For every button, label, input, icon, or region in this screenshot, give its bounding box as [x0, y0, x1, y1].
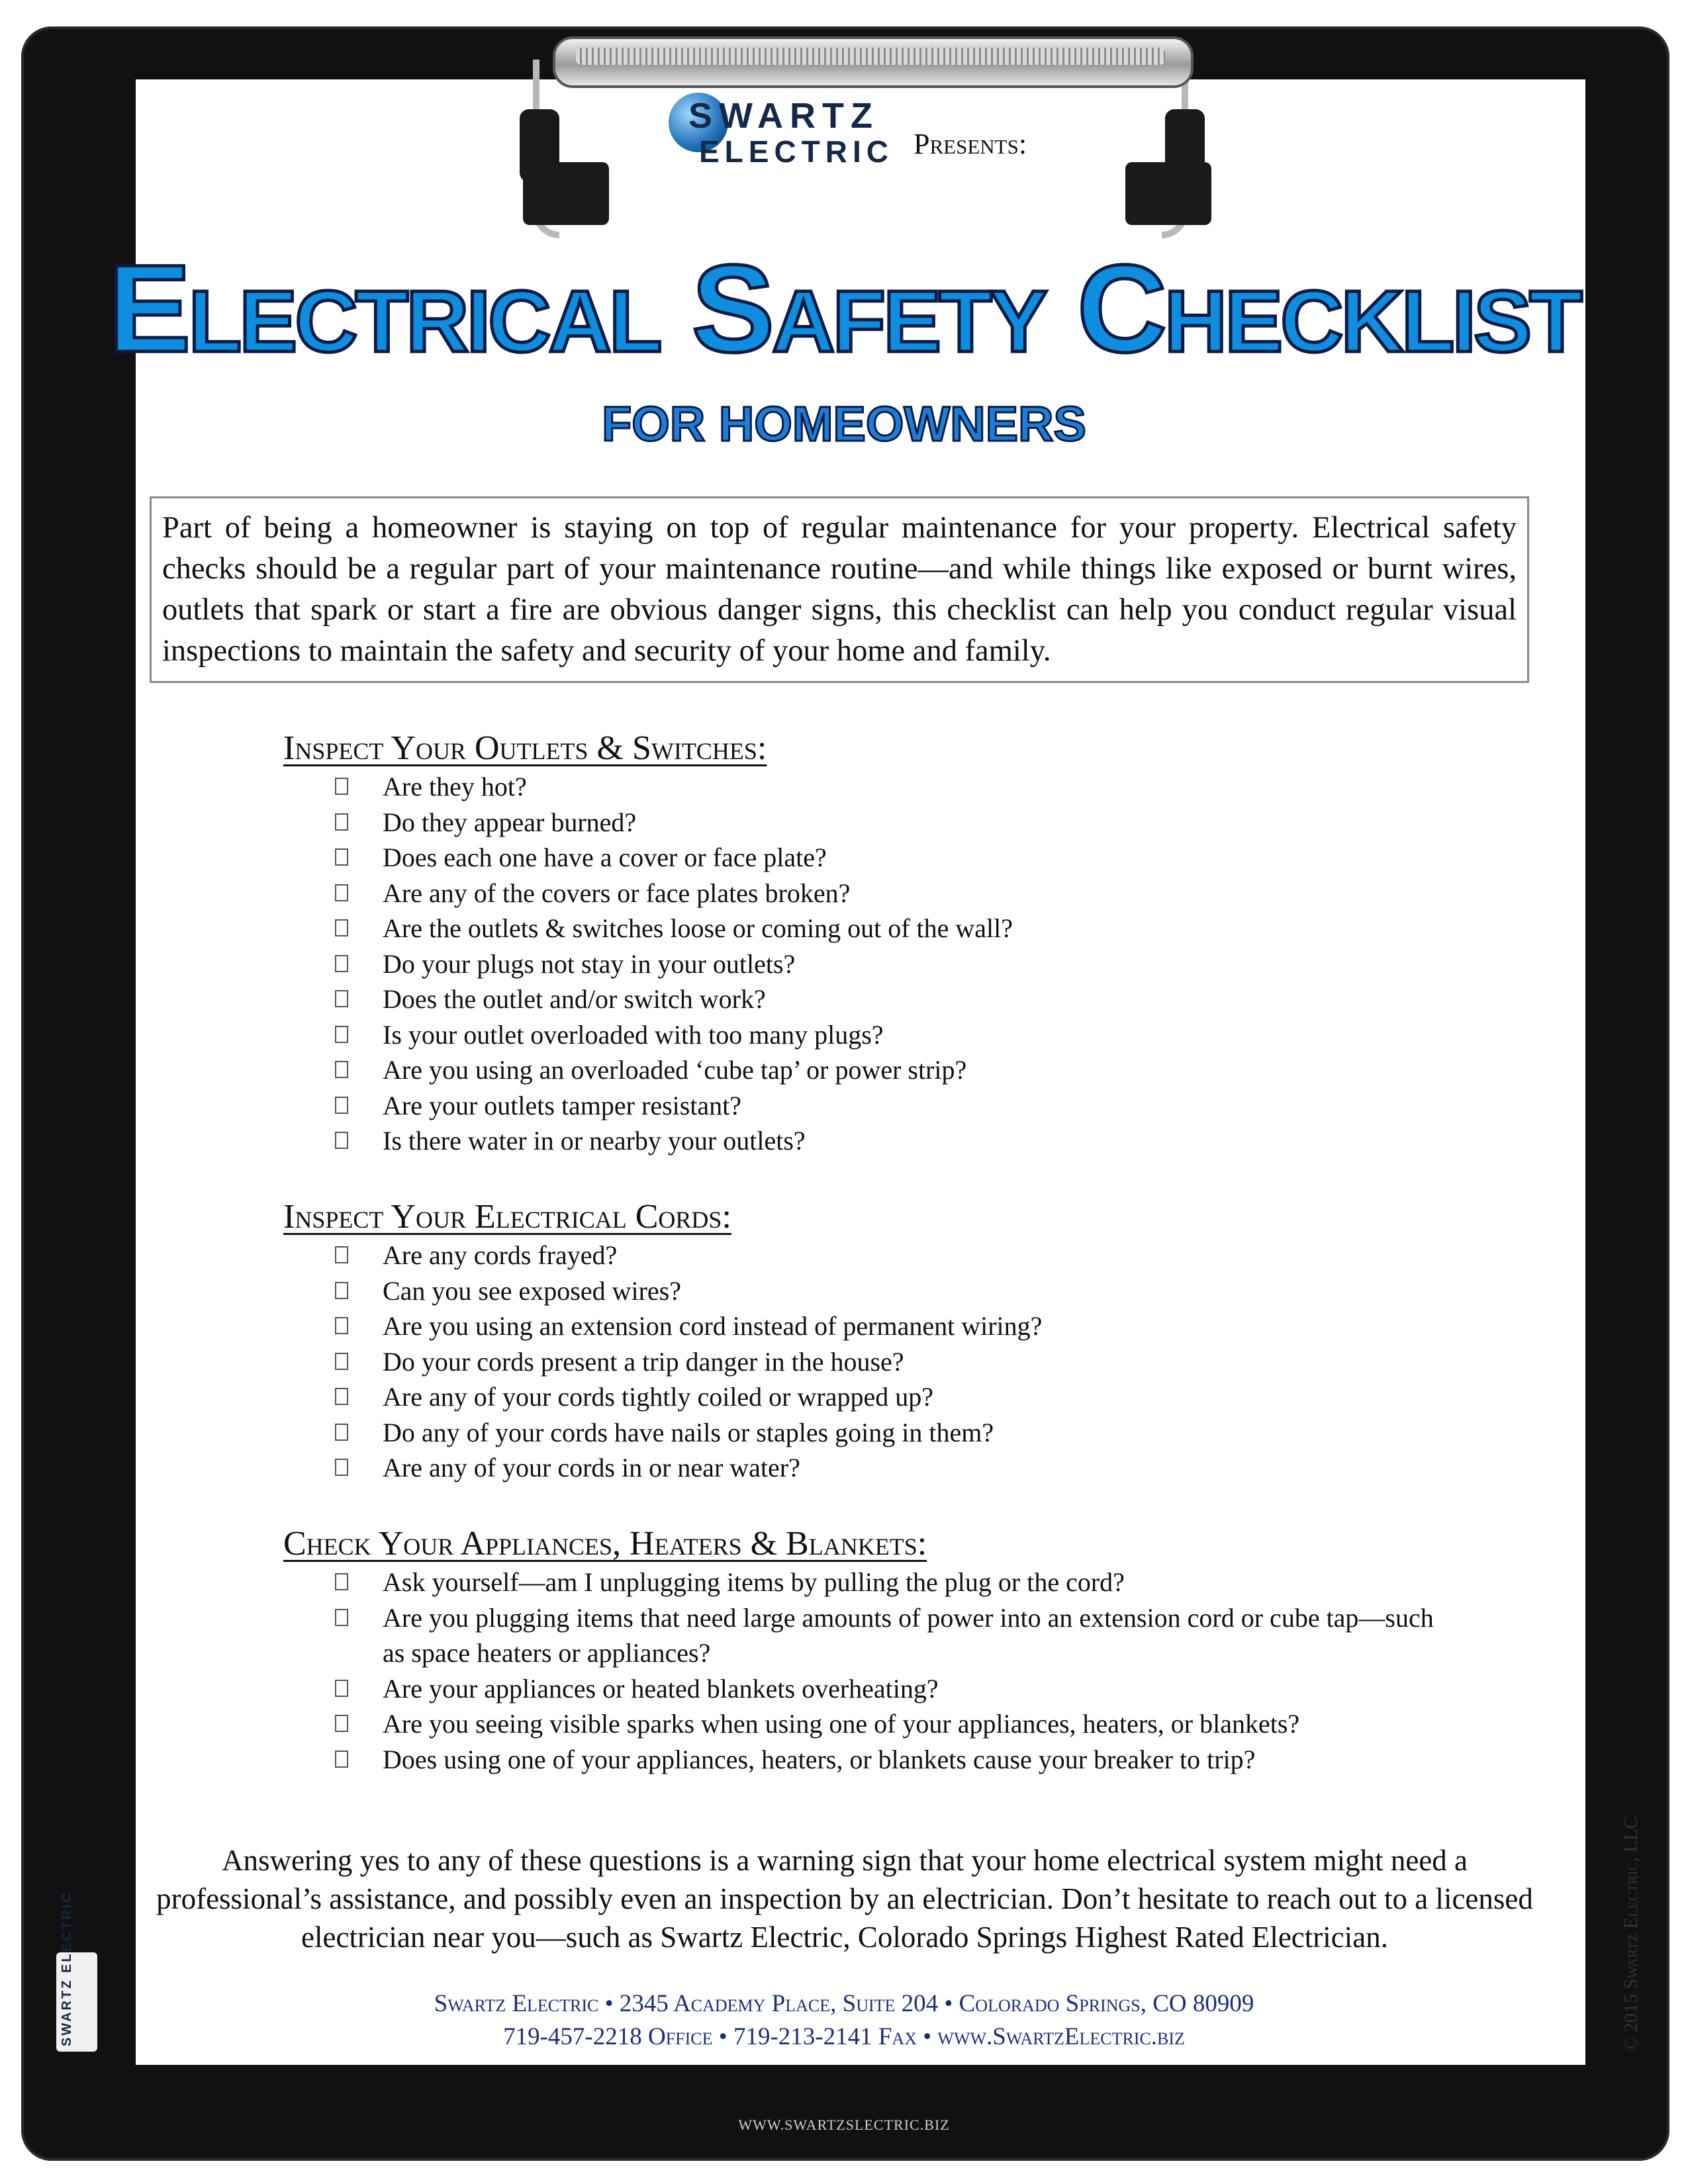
item-text: Do your cords present a trip danger in the house?	[383, 1346, 904, 1377]
checkbox-icon[interactable]	[335, 1061, 348, 1078]
checkbox-icon[interactable]	[335, 1751, 348, 1768]
checklist-item[interactable]	[283, 911, 1541, 946]
checkbox-icon[interactable]	[335, 848, 348, 866]
item-text: Does each one have a cover or face plate?	[383, 842, 827, 872]
section-heading: Inspect Your Outlets & Switches:	[283, 729, 767, 767]
item-text: Are your outlets tamper resistant?	[383, 1090, 742, 1120]
checklist-item[interactable]	[283, 1706, 1442, 1742]
side-logo-text: SWARTZ ELECTRIC	[60, 1891, 74, 2046]
checklist	[283, 769, 1541, 1159]
checklist-item[interactable]	[283, 1052, 1541, 1088]
checklist-item[interactable]	[283, 1308, 1541, 1344]
checkbox-icon[interactable]	[335, 813, 348, 831]
item-text: Are any of the covers or face plates broken?	[383, 878, 851, 908]
checkbox-icon[interactable]	[335, 884, 348, 901]
checklist	[283, 1565, 1442, 1777]
item-text: Are you plugging items that need large amounts of power into an extension cord or cube tap—such as space heaters or appliances?	[383, 1602, 1434, 1668]
checkbox-icon[interactable]	[335, 1026, 348, 1043]
checkbox-icon[interactable]	[335, 1424, 348, 1441]
checklist-item[interactable]	[283, 1017, 1541, 1053]
item-text: Can you see exposed wires?	[383, 1275, 681, 1306]
item-text: Are any of your cords tightly coiled or wrapped up?	[383, 1382, 933, 1412]
footer-contact: 719-457-2218 Office • 719-213-2141 Fax • www.SwartzElectric.biz	[503, 2023, 1185, 2050]
item-text: Are any of your cords in or near water?	[383, 1453, 800, 1482]
checklist-item[interactable]	[283, 1671, 1442, 1707]
checkbox-icon[interactable]	[335, 1680, 348, 1697]
checklist-item[interactable]	[283, 1238, 1541, 1273]
checkbox-icon[interactable]	[335, 1097, 348, 1114]
presents-label: Presents:	[914, 128, 1027, 160]
checklist-item[interactable]	[283, 769, 1541, 805]
clip-foot-left	[523, 162, 609, 225]
checkbox-icon[interactable]	[335, 1282, 348, 1299]
item-text: Do any of your cords have nails or staples going in them?	[383, 1417, 994, 1447]
checklist-item[interactable]	[283, 1123, 1541, 1159]
checklist-item[interactable]	[283, 1565, 1442, 1600]
checkbox-icon[interactable]	[335, 919, 348, 936]
company-logo	[669, 86, 907, 179]
copyright-notice: © 2015 Swartz Electric, LLC	[1620, 1816, 1642, 2052]
item-text: Are you seeing visible sparks when using one of your appliances, heaters, or blankets?	[383, 1709, 1300, 1739]
section-heading: Inspect Your Electrical Cords:	[283, 1198, 731, 1236]
side-logo	[56, 1891, 97, 2052]
checklist-item[interactable]	[283, 1742, 1442, 1778]
closing-paragraph: Answering yes to any of these questions is a warning sign that your home electrical system might need a professional’s assistance, and possibly even an inspection by an electrician. Don’t hesitate to reach out to a licensed electrician near you—such as Swartz Electric, Colorado Springs Highest Rated Electrician.	[156, 1844, 1533, 1954]
clip-foot-right	[1125, 162, 1211, 225]
checklist-item[interactable]	[283, 1344, 1541, 1380]
item-text: Are any cords frayed?	[383, 1240, 618, 1270]
section-appliances	[283, 1524, 1541, 1777]
intro-box: Part of being a homeowner is staying on top of regular maintenance for your property. Electrical safety checks should be a regular part of your maintenance routine—and while things like exposed or burnt wires, outlets that spark or start a fire are obvious danger signs, this checklist can help you conduct regular visual inspections to maintain the safety and security of your home and family.	[150, 496, 1529, 683]
checkbox-icon[interactable]	[335, 778, 348, 795]
item-text: Are you using an overloaded ‘cube tap’ or power strip?	[383, 1055, 967, 1085]
checklist-item[interactable]	[283, 805, 1541, 841]
checklist-item[interactable]	[283, 840, 1541, 876]
page-subtitle: FOR HOMEOWNERS	[602, 396, 1086, 451]
checkbox-icon[interactable]	[335, 1715, 348, 1732]
checklist-item[interactable]	[283, 1379, 1541, 1415]
checklist-item[interactable]	[283, 946, 1541, 982]
item-text: Is there water in or nearby your outlets?	[383, 1126, 806, 1156]
checkbox-icon[interactable]	[335, 1609, 348, 1626]
section-outlets	[283, 728, 1541, 1159]
section-heading: Check Your Appliances, Heaters & Blankets:	[283, 1525, 927, 1563]
item-text: Ask yourself—am I unplugging items by pulling the plug or the cord?	[383, 1567, 1125, 1597]
item-text: Does using one of your appliances, heaters, or blankets cause your breaker to trip?	[383, 1744, 1256, 1774]
checkbox-icon[interactable]	[335, 1246, 348, 1263]
checkbox-icon[interactable]	[335, 1459, 348, 1476]
checkbox-icon[interactable]	[335, 1317, 348, 1334]
item-text: Are your appliances or heated blankets overheating?	[383, 1673, 939, 1704]
item-text: Are the outlets & switches loose or coming out of the wall?	[383, 913, 1013, 943]
item-text: Is your outlet overloaded with too many plugs?	[383, 1019, 884, 1050]
checklist-item[interactable]	[283, 1600, 1442, 1671]
checklist-item[interactable]	[283, 1088, 1541, 1124]
checkbox-icon[interactable]	[335, 1132, 348, 1149]
section-cords	[283, 1197, 1541, 1486]
checklist-item[interactable]	[283, 1415, 1541, 1451]
clip-ridge	[576, 48, 1165, 65]
footer-address: Swartz Electric • 2345 Academy Place, Suite 204 • Colorado Springs, CO 80909	[434, 1990, 1254, 2017]
item-text: Do they appear burned?	[383, 807, 637, 837]
item-text: Are they hot?	[383, 772, 527, 801]
checkbox-icon[interactable]	[335, 1573, 348, 1590]
page-title: Electrical Safety Checklist	[108, 239, 1580, 378]
item-text: Do your plugs not stay in your outlets?	[383, 948, 796, 979]
item-text: Are you using an extension cord instead of permanent wiring?	[383, 1311, 1043, 1341]
checkbox-icon[interactable]	[335, 990, 348, 1007]
checklist-item[interactable]	[283, 981, 1541, 1017]
checkbox-icon[interactable]	[335, 1388, 348, 1405]
checklist-item[interactable]	[283, 1450, 1541, 1486]
checklist	[283, 1238, 1541, 1486]
bottom-url: WWW.SWARTZSLECTRIC.BIZ	[738, 2116, 950, 2133]
logo-line2: ELECTRIC	[699, 134, 894, 169]
checkbox-icon[interactable]	[335, 955, 348, 972]
logo-line1: SWARTZ	[688, 96, 879, 136]
item-text: Does the outlet and/or switch work?	[383, 984, 766, 1014]
checkbox-icon[interactable]	[335, 1353, 348, 1370]
checklist-item[interactable]	[283, 876, 1541, 911]
checklist-item[interactable]	[283, 1273, 1541, 1309]
